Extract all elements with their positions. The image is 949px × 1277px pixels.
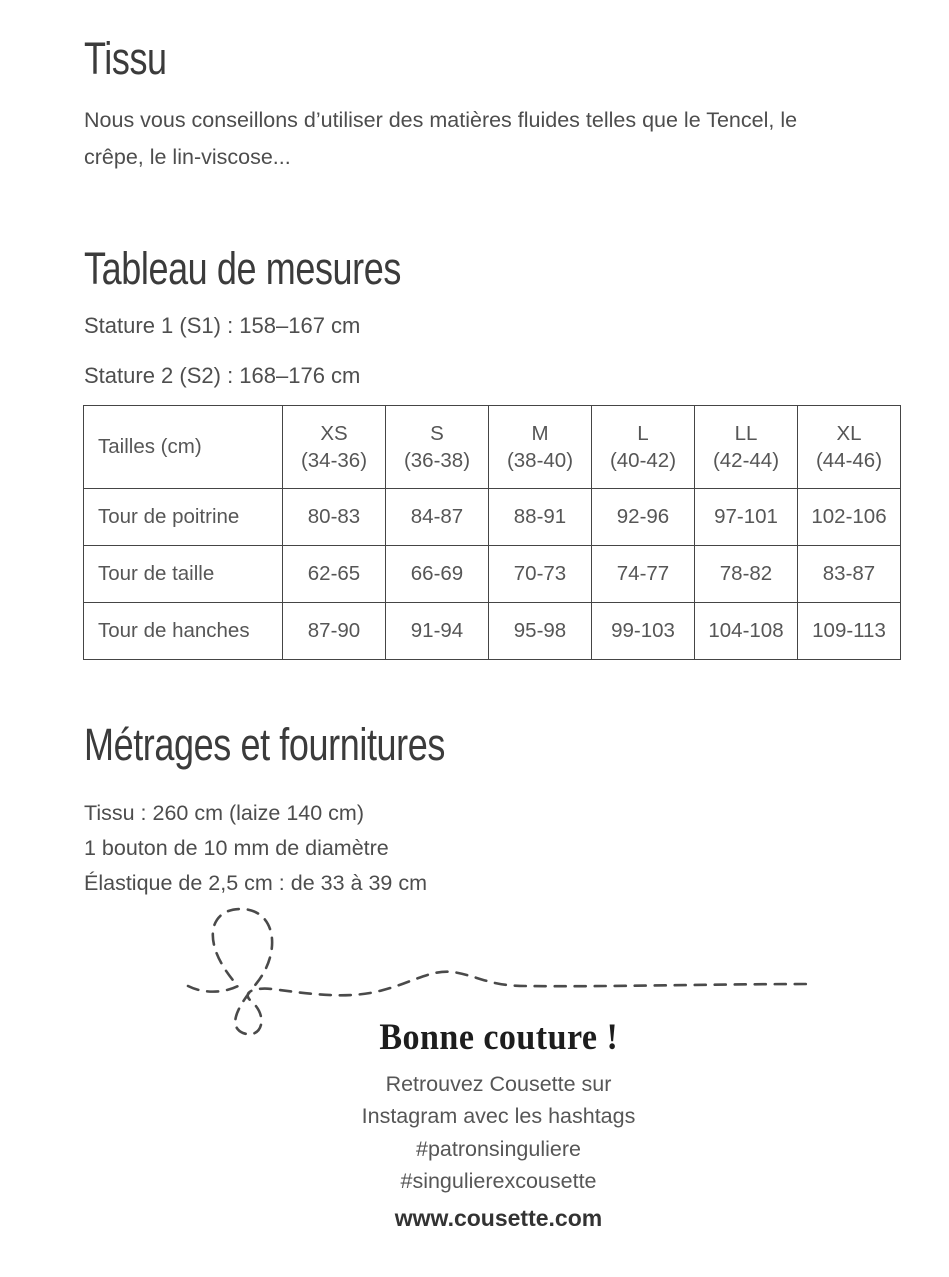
- size-label: LL: [734, 422, 758, 445]
- cell-value: 74-77: [592, 546, 695, 603]
- metrages-line-elastique: Élastique de 2,5 cm : de 33 à 39 cm: [84, 871, 428, 895]
- eu-size-label: (38-40): [506, 449, 574, 472]
- table-col-ll: [695, 406, 798, 489]
- size-label: S: [430, 422, 444, 445]
- tissu-paragraph: [84, 102, 797, 176]
- cell-value: 99-103: [592, 603, 695, 660]
- footer-hashtag-patronsinguliere: #patronsinguliere: [416, 1136, 581, 1161]
- metrages-line-bouton: 1 bouton de 10 mm de diamètre: [84, 836, 389, 860]
- eu-size-label: (42-44): [712, 449, 780, 472]
- metrages-line-tissu: Tissu : 260 cm (laize 140 cm): [84, 801, 364, 825]
- cell-value: 62-65: [283, 546, 386, 603]
- cell-value: 104-108: [695, 603, 798, 660]
- eu-size-label: (34-36): [300, 449, 368, 472]
- table-col-m: [489, 406, 592, 489]
- row-label-poitrine: Tour de poitrine: [84, 489, 283, 546]
- cell-value: 95-98: [489, 603, 592, 660]
- size-label: M: [531, 422, 549, 445]
- measurement-table-header-row: [84, 406, 901, 489]
- footer-hashtag-singulierexcousette: #singulierexcousette: [400, 1169, 597, 1194]
- cell-value: 102-106: [798, 489, 901, 546]
- footer-headline: Bonne couture !: [379, 1017, 618, 1058]
- stature-1-line: Stature 1 (S1) : 158–167 cm: [84, 313, 361, 338]
- table-row-hanches: [84, 603, 901, 660]
- footer-block: [48, 1018, 949, 1235]
- table-row-poitrine: [84, 489, 901, 546]
- stature-2-line: Stature 2 (S2) : 168–176 cm: [84, 363, 361, 388]
- cell-value: 87-90: [283, 603, 386, 660]
- footer-website-url: www.cousette.com: [394, 1204, 603, 1231]
- table-corner-label: Tailles (cm): [84, 406, 283, 489]
- cell-value: 78-82: [695, 546, 798, 603]
- eu-size-label: (44-46): [815, 449, 883, 472]
- size-label: XL: [836, 422, 862, 445]
- row-label-taille: Tour de taille: [84, 546, 283, 603]
- section-heading-metrages: Métrages et fournitures: [84, 719, 445, 770]
- size-label: L: [637, 422, 649, 445]
- cell-value: 92-96: [592, 489, 695, 546]
- table-col-s: [386, 406, 489, 489]
- eu-size-label: (40-42): [609, 449, 677, 472]
- cell-value: 70-73: [489, 546, 592, 603]
- size-label: XS: [320, 422, 348, 445]
- table-row-taille: [84, 546, 901, 603]
- cell-value: 97-101: [695, 489, 798, 546]
- row-label-hanches: Tour de hanches: [84, 603, 283, 660]
- tissu-paragraph-line1: Nous vous conseillons d’utiliser des matières fluides telles que le Tencel, le: [84, 108, 798, 132]
- table-col-xs: [283, 406, 386, 489]
- cell-value: 91-94: [386, 603, 489, 660]
- cell-value: 80-83: [283, 489, 386, 546]
- footer-line-instagram: Instagram avec les hashtags: [361, 1104, 636, 1129]
- table-col-xl: [798, 406, 901, 489]
- footer-line-retrouvez: Retrouvez Cousette sur: [385, 1071, 612, 1096]
- tissu-paragraph-line2: crêpe, le lin-viscose...: [84, 145, 291, 169]
- eu-size-label: (36-38): [403, 449, 471, 472]
- cell-value: 83-87: [798, 546, 901, 603]
- section-heading-tableau-de-mesures: Tableau de mesures: [84, 243, 401, 294]
- metrages-list: [84, 796, 427, 901]
- cell-value: 109-113: [798, 603, 901, 660]
- cell-value: 84-87: [386, 489, 489, 546]
- section-heading-tissu: Tissu: [84, 33, 167, 84]
- measurement-table: [83, 405, 901, 660]
- cell-value: 66-69: [386, 546, 489, 603]
- table-col-l: [592, 406, 695, 489]
- cell-value: 88-91: [489, 489, 592, 546]
